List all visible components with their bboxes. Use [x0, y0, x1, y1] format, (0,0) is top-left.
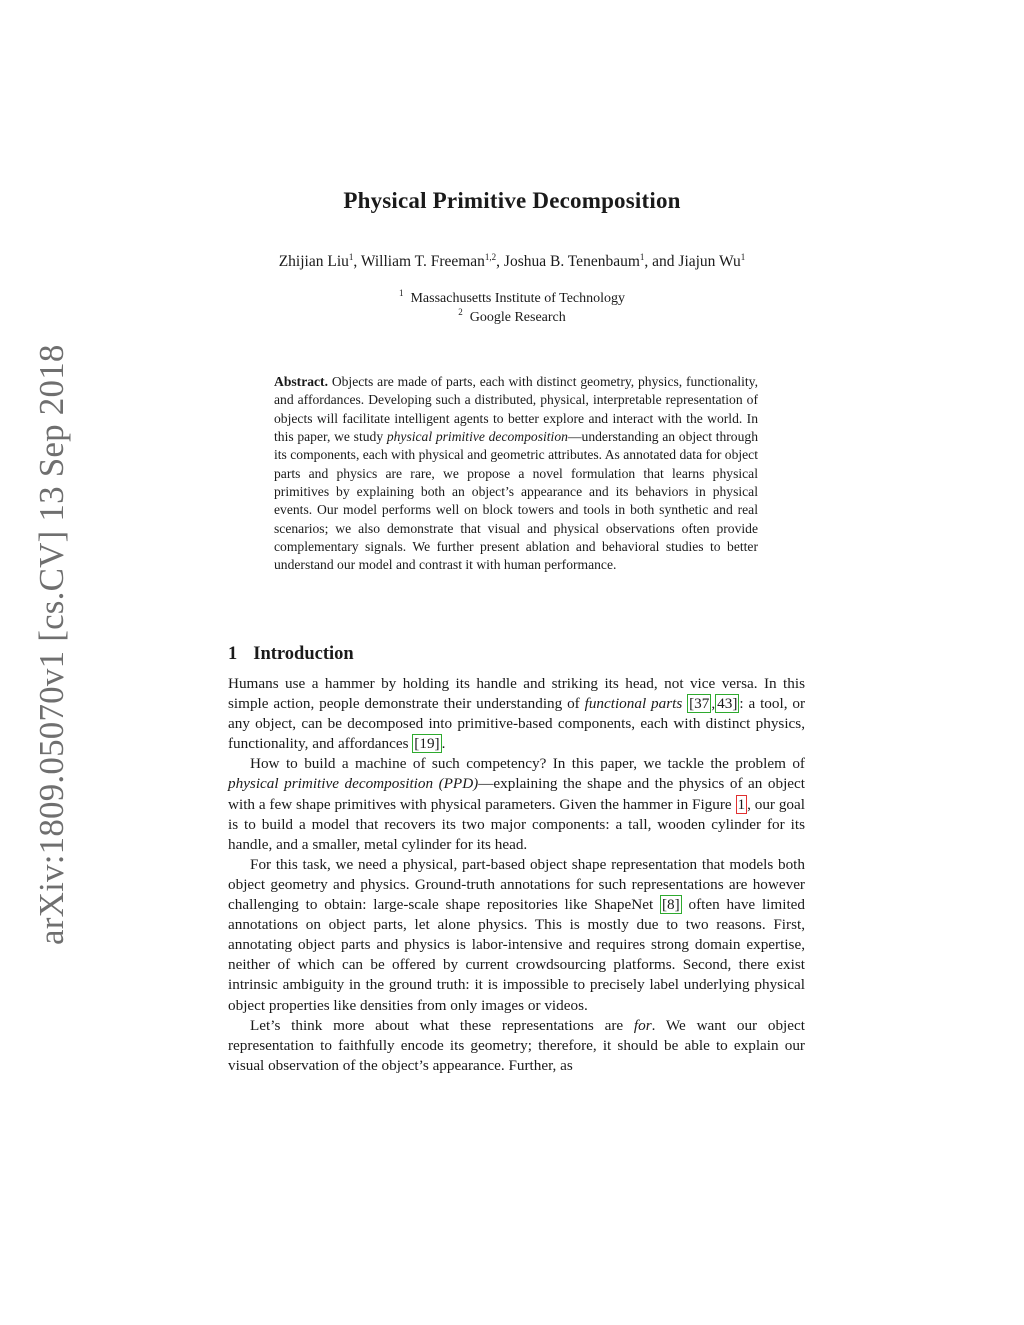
author-name: Joshua B. Tenenbaum	[503, 253, 640, 270]
section-heading	[228, 644, 354, 665]
author-affil-mark: 1	[639, 252, 645, 262]
author-name: Zhijian Liu	[278, 253, 349, 270]
paragraph-emphasis: for	[633, 1016, 652, 1034]
author-separator: ,	[353, 253, 361, 270]
paragraph-text: —explaining the shape and the physics of an object with a few shape primitives with physical parameters. Given the hammer in Figure	[228, 775, 805, 813]
paragraph-text: Let’s think more about what these representations are	[250, 1016, 634, 1034]
abstract-text: —understanding an object through its components, each with physical and geometric attributes. As annotated data for object parts and physics are rare, we propose a novel formulation that learns physical primitives by explaining both an object’s appearance and its behaviors in physical events. Our model performs well on block towers and tools in both synthetic and real scenarios; we also demonstrate that visual and physical observations often provide complementary signals. We further present ablation and behavioral studies to better understand our model and contrast it with human performance.	[274, 429, 758, 573]
paragraph	[228, 754, 805, 854]
affiliation-line	[0, 289, 1024, 308]
author-affil-mark: 1	[348, 252, 354, 262]
abstract-emphasis: physical primitive decomposition	[386, 429, 568, 445]
paragraph	[228, 855, 805, 1016]
paper-title: Physical Primitive Decomposition	[343, 188, 681, 213]
author-affil-mark: 1,2	[484, 252, 497, 262]
paragraph	[228, 674, 805, 754]
paragraph-text: . We want our object representation to faithfully encode its geometry; therefore, it should be able to explain our visual observation of the object’s appearance. Further, as	[228, 1016, 805, 1074]
citation-link[interactable]: [37	[689, 695, 710, 713]
introduction-body	[228, 674, 805, 1076]
author-name: Jiajun Wu	[678, 253, 741, 270]
abstract	[274, 373, 758, 575]
paragraph-emphasis: functional parts	[584, 695, 683, 713]
affiliation-list	[0, 289, 1024, 327]
author-separator: ,	[496, 253, 504, 270]
section-number: 1	[228, 644, 238, 664]
affiliation-name: Google Research	[469, 310, 566, 325]
author-affil-mark: 1	[740, 252, 746, 262]
paragraph-text: For this task, we need a physical, part-based object shape representation that models both object geometry and physics. Ground-truth annotations for such representations are however challenging to obtain: large-scale shape repositories like ShapeNet	[228, 855, 805, 914]
paragraph-text: .	[441, 735, 446, 753]
abstract-text: Objects are made of parts, each with distinct geometry, physics, functionality, and affordances. Developing such a distributed, physical, interpretable representation of objects will facilitate intelligent agents to better explore and interact with the world. In this paper, we study	[274, 374, 758, 445]
citation-link[interactable]: [19]	[414, 735, 440, 753]
abstract-label: Abstract.	[274, 374, 328, 389]
paragraph	[228, 1016, 805, 1076]
arxiv-identifier-stamp: arXiv:1809.05070v1 [cs.CV] 13 Sep 2018	[32, 344, 71, 945]
paragraph-text: Humans use a hammer by holding its handle and striking its head, not vice versa. In this simple action, people demonstrate their understanding of	[228, 675, 805, 713]
citation-link[interactable]: [8]	[661, 896, 680, 914]
paragraph-text: , our goal is to build a model that recovers its two major components: a tall, wooden cylinder for its handle, and a smaller, metal cylinder for its head.	[228, 795, 805, 853]
author-separator: , and	[644, 253, 679, 270]
citation-link[interactable]: 43]	[717, 695, 738, 713]
affiliation-name: Massachusetts Institute of Technology	[410, 291, 626, 306]
figure-link[interactable]: 1	[737, 795, 746, 813]
affiliation-mark: 1	[398, 288, 404, 298]
paragraph-text: : a tool, or any object, can be decomposed into primitive-based components, each with distinct physics, functionality, and affordances	[228, 695, 806, 753]
paragraph-emphasis: physical primitive decomposition (PPD)	[228, 775, 479, 793]
affiliation-line	[0, 308, 1024, 327]
author-list	[0, 253, 1024, 271]
affiliation-mark: 2	[458, 307, 463, 317]
paragraph-text: How to build a machine of such competency? In this paper, we tackle the problem of	[250, 755, 805, 773]
paragraph-text: often have limited annotations on object parts, let alone physics. This is mostly due to two reasons. First, annotating object parts and physics is labor-intensive and requires strong domain expertise, neither of which can be offered by current crowdsourcing platforms. Second, there exist intrinsic ambiguity in the ground truth: it is impossible to precisely label underlying physical object properties like densities from only images or videos.	[228, 896, 805, 1014]
section-title: Introduction	[253, 644, 354, 664]
author-name: William T. Freeman	[360, 253, 485, 270]
citation-separator: ,	[711, 695, 716, 713]
